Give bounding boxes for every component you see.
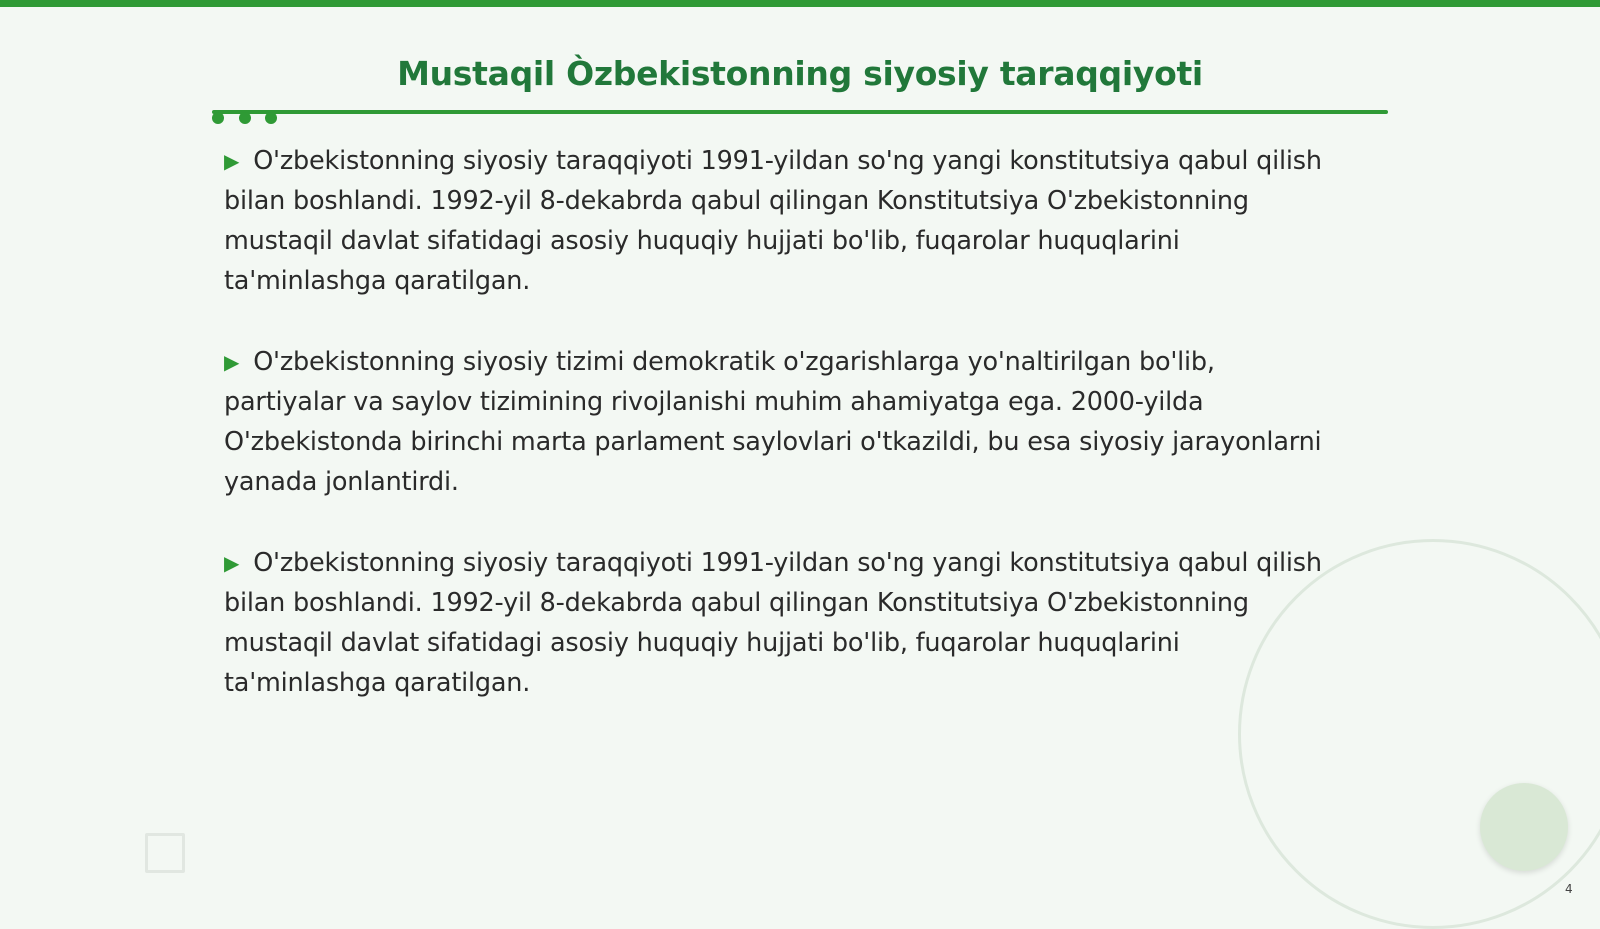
decorative-dot: [265, 112, 277, 124]
title-underline: [212, 110, 1388, 114]
top-accent-bar: [0, 0, 1600, 7]
bullet-arrow-icon: ▶: [224, 149, 240, 173]
decorative-circle: [1480, 783, 1568, 871]
slide-body: [224, 141, 1334, 744]
bullet-arrow-icon: ▶: [224, 551, 240, 575]
bullet-paragraph: [224, 141, 1334, 301]
page-number: 4: [1565, 882, 1573, 896]
slide-title: Mustaqil Òzbekistonning siyosiy taraqqiyoti: [397, 54, 1203, 93]
bullet-paragraph: [224, 342, 1334, 502]
bullet-arrow-icon: ▶: [224, 350, 240, 374]
paragraph-text: O'zbekistonning siyosiy taraqqiyoti 1991-yildan so'ng yangi konstitutsiya qabul qilish bilan boshlandi. 1992-yil 8-dekabrda qabul qilingan Konstitutsiya O'zbekistonning mustaqil davlat sifatidagi asosiy huquqiy hujjati bo'lib, fuqarolar huquqlarini ta'minlashga qaratilgan.: [224, 146, 1322, 296]
paragraph-text: O'zbekistonning siyosiy tizimi demokratik o'zgarishlarga yo'naltirilgan bo'lib, partiyalar va saylov tizimining rivojlanishi muhim ahamiyatga ega. 2000-yilda O'zbekistonda birinchi marta parlament saylovlari o'tkazildi, bu esa siyosiy jarayonlarni yanada jonlantirdi.: [224, 347, 1322, 497]
bullet-paragraph: [224, 543, 1334, 703]
paragraph-text: O'zbekistonning siyosiy taraqqiyoti 1991-yildan so'ng yangi konstitutsiya qabul qilish bilan boshlandi. 1992-yil 8-dekabrda qabul qilingan Konstitutsiya O'zbekistonning mustaqil davlat sifatidagi asosiy huquqiy hujjati bo'lib, fuqarolar huquqlarini ta'minlashga qaratilgan.: [224, 548, 1322, 698]
decorative-square: [145, 833, 185, 873]
decorative-dot: [239, 112, 251, 124]
decorative-dot: [212, 112, 224, 124]
